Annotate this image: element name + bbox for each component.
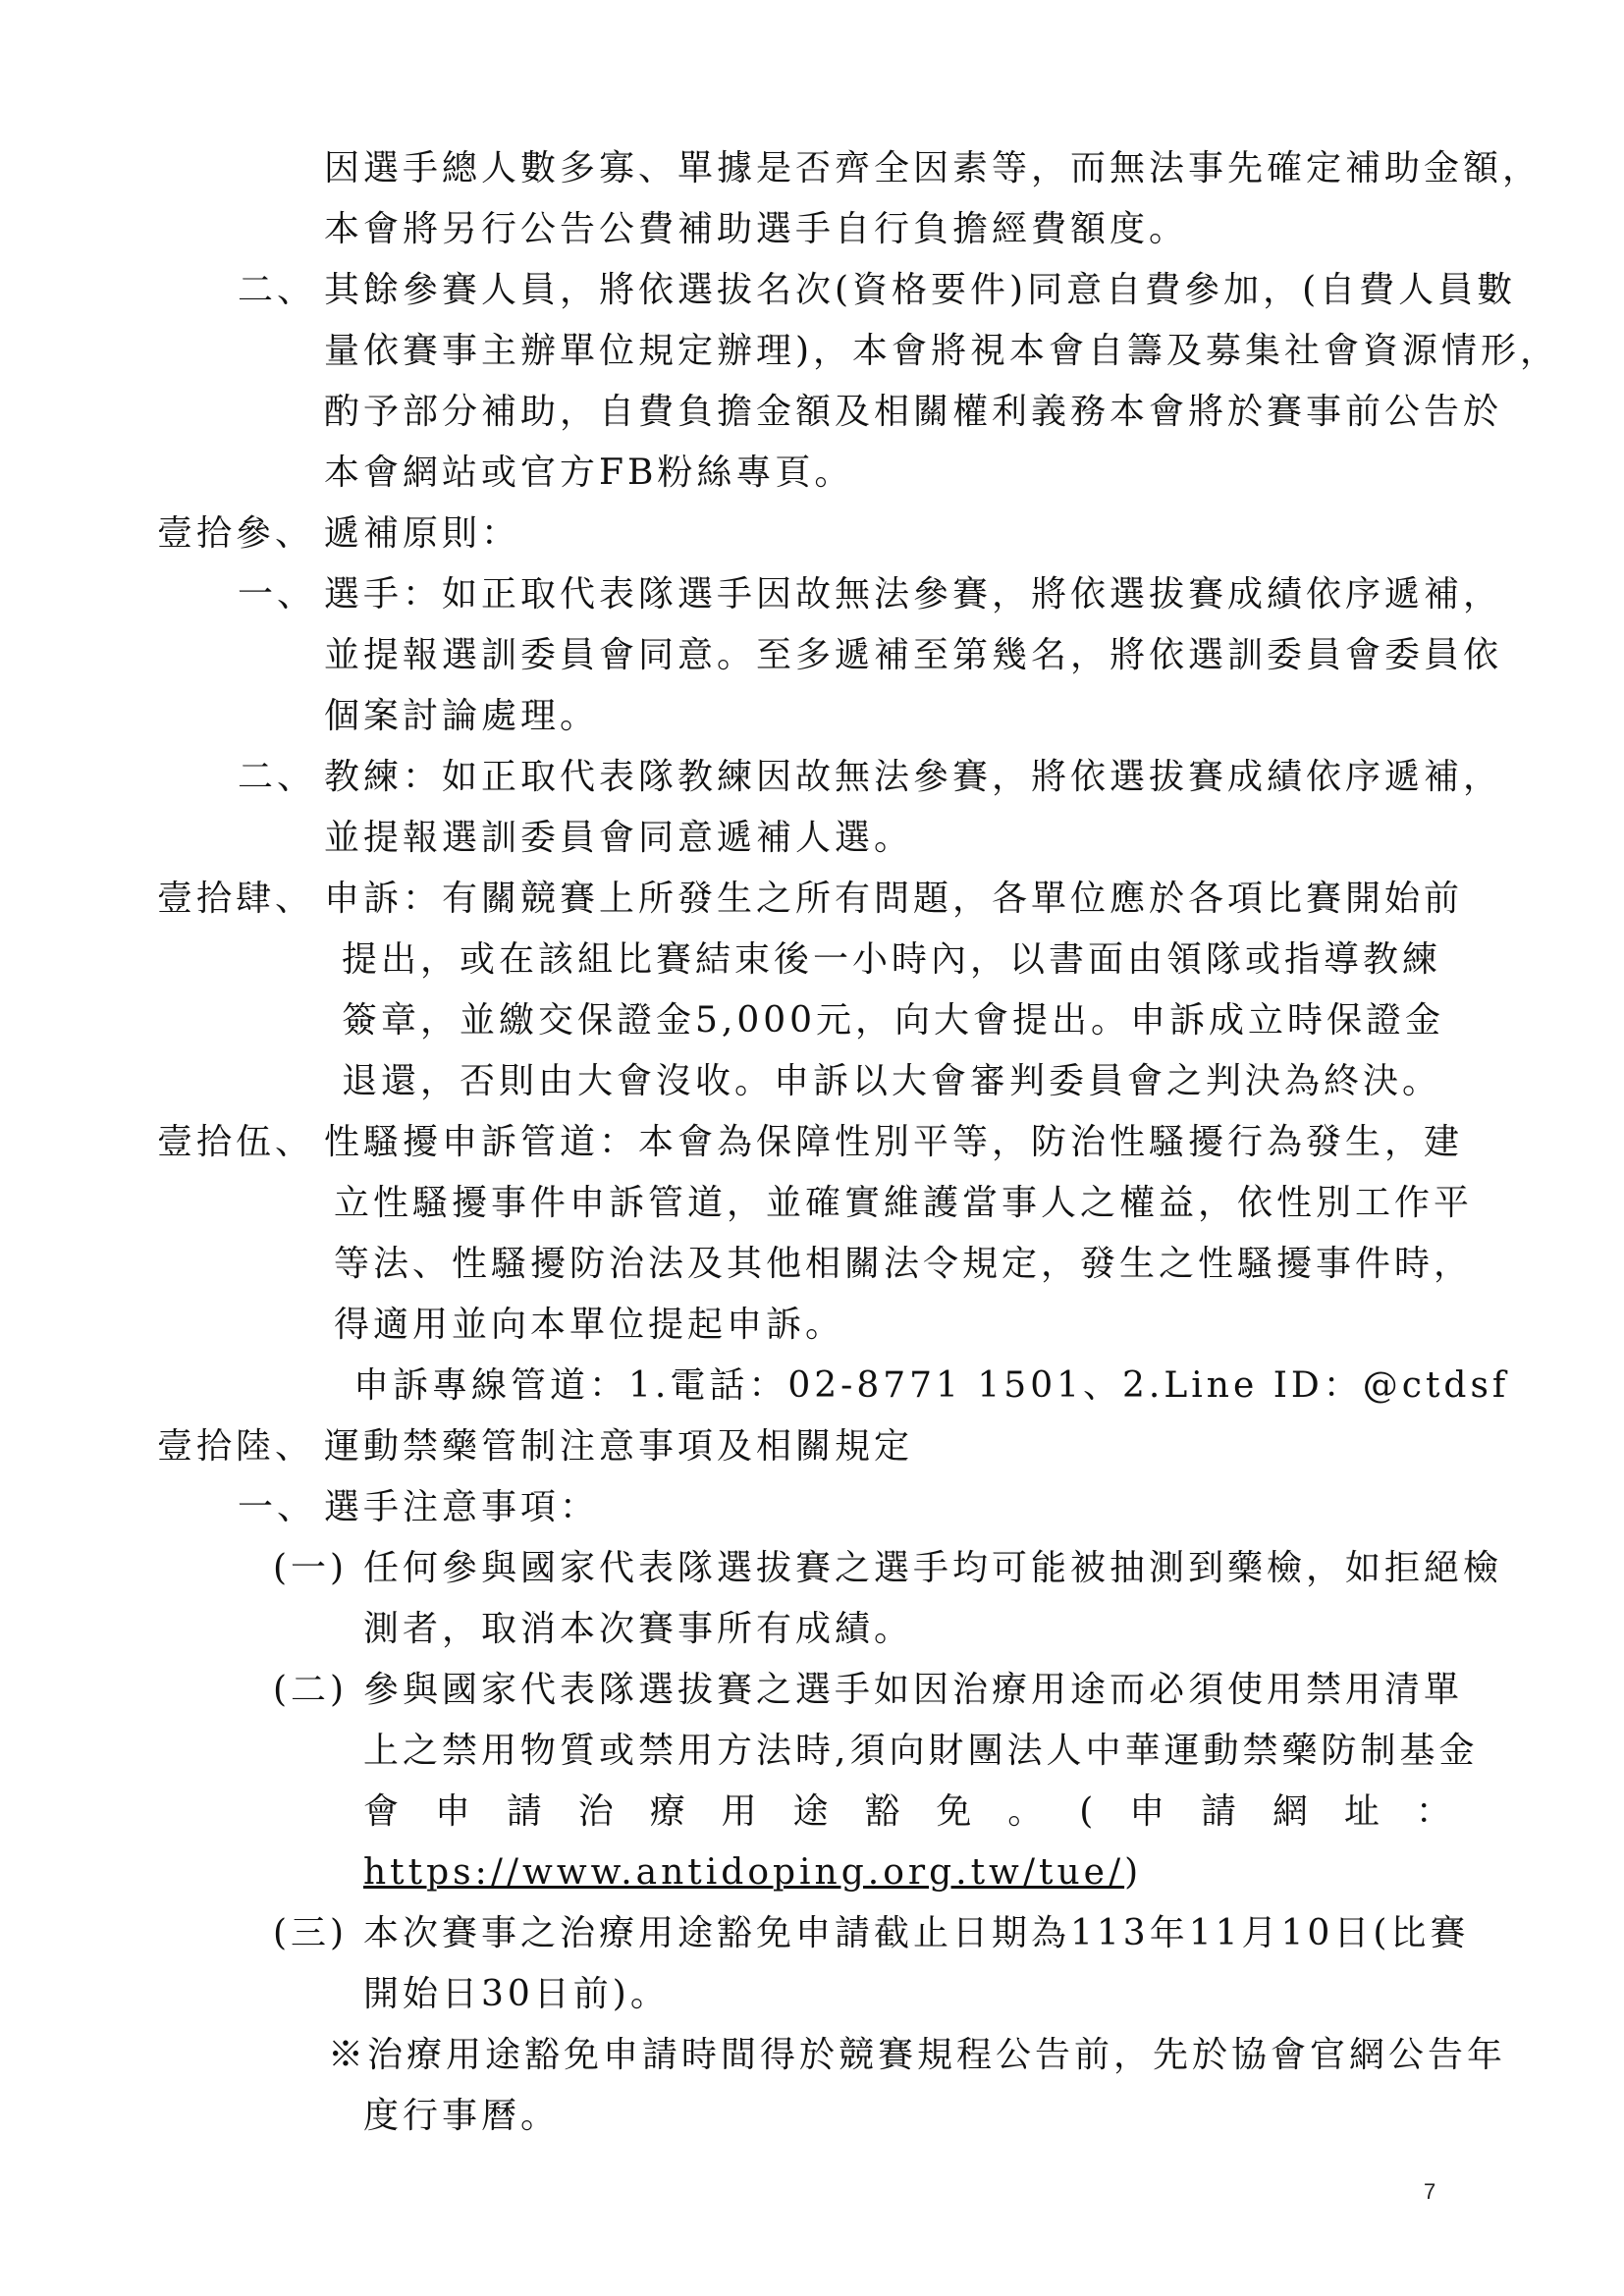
article-number: 壹拾肆、 [157, 879, 315, 919]
justified-char: 途 [792, 1791, 829, 1832]
body-line: 等法、性騷擾防治法及其他相關法令規定，發生之性騷擾事件時， [334, 1244, 1474, 1284]
body-line: 測者，取消本次賽事所有成績。 [363, 1609, 914, 1649]
body-line-justified [363, 1790, 1451, 1834]
sub-item-number: (一) [273, 1548, 349, 1588]
body-line: 立性騷擾事件申訴管道，並確實維護當事人之權益，依性別工作平 [334, 1183, 1474, 1223]
body-line: 申訴：有關競賽上所發生之所有問題，各單位應於各項比賽開始前 [324, 879, 1464, 919]
item-title: 選手注意事項： [324, 1487, 600, 1527]
body-line: 教練：如正取代表隊教練因故無法參賽，將依選拔賽成績依序遞補， [324, 757, 1503, 797]
justified-char: ： [1415, 1791, 1451, 1832]
item-number: 一、 [238, 1487, 317, 1527]
body-line: 退還，否則由大會沒收。申訴以大會審判委員會之判決為終決。 [342, 1061, 1442, 1101]
justified-char: ( [1079, 1791, 1094, 1832]
body-line: 本會網站或官方FB粉絲專頁。 [324, 453, 854, 493]
body-line: 得適用並向本單位提起申訴。 [334, 1305, 845, 1345]
body-line: 任何參與國家代表隊選拔賽之選手均可能被抽測到藥檢，如拒絕檢 [363, 1548, 1503, 1588]
body-line: 並提報選訓委員會同意遞補人選。 [324, 818, 914, 858]
article-number: 壹拾陸、 [157, 1426, 315, 1467]
sub-item-number: (二) [273, 1670, 349, 1710]
justified-char: 治 [577, 1791, 614, 1832]
justified-char: 申 [1129, 1791, 1165, 1832]
justified-char: 請 [506, 1791, 542, 1832]
body-line: 性騷擾申訴管道：本會為保障性別平等，防治性騷擾行為發生，建 [324, 1122, 1464, 1162]
justified-char: 療 [649, 1791, 685, 1832]
body-line: 酌予部分補助，自費負擔金額及相關權利義務本會將於賽事前公告於 [324, 392, 1503, 432]
article-title: 遞補原則： [324, 513, 521, 554]
item-number: 二、 [238, 270, 317, 310]
item-number: 二、 [238, 757, 317, 797]
body-line: 上之禁用物質或禁用方法時,須向財團法人中華運動禁藥防制基金 [363, 1731, 1479, 1771]
article-title: 運動禁藥管制注意事項及相關規定 [324, 1426, 914, 1467]
note-line: 度行事曆。 [363, 2096, 561, 2136]
body-line: 開始日30日前)。 [363, 1974, 670, 2014]
justified-char: 請 [1201, 1791, 1237, 1832]
justified-char: 會 [363, 1791, 400, 1832]
body-line: 量依賽事主辦單位規定辦理)，本會將視本會自籌及募集社會資源情形， [324, 331, 1560, 371]
justified-char: 用 [721, 1791, 757, 1832]
justified-char: 網 [1272, 1791, 1309, 1832]
body-line [363, 1851, 1142, 1895]
article-number: 壹拾參、 [157, 513, 315, 554]
item-number: 一、 [238, 574, 317, 614]
hotline-line: 申訴專線管道：1.電話：02-8771 1501、2.Line ID：@ctdsf [353, 1365, 1510, 1406]
body-line: 簽章，並繳交保證金5,000元，向大會提出。申訴成立時保證金 [342, 1000, 1445, 1041]
body-line: 本次賽事之治療用途豁免申請截止日期為113年11月10日(比賽 [363, 1913, 1470, 1953]
sub-item-number: (三) [273, 1913, 349, 1953]
body-line: 因選手總人數多寡、單據是否齊全因素等，而無法事先確定補助金額， [324, 148, 1543, 188]
body-line: 參與國家代表隊選拔賽之選手如因治療用途而必須使用禁用清單 [363, 1670, 1464, 1710]
body-line: 本會將另行公告公費補助選手自行負擔經費額度。 [324, 209, 1189, 249]
justified-char: 址 [1343, 1791, 1380, 1832]
body-line: 個案討論處理。 [324, 696, 600, 736]
justified-char: 豁 [864, 1791, 900, 1832]
page-number: 7 [1424, 2179, 1436, 2204]
article-number: 壹拾伍、 [157, 1122, 315, 1162]
justified-char: 免 [936, 1791, 972, 1832]
body-line: 選手：如正取代表隊選手因故無法參賽，將依選拔賽成績依序遞補， [324, 574, 1503, 614]
justified-char: 申 [434, 1791, 470, 1832]
body-line: 其餘參賽人員，將依選拔名次(資格要件)同意自費參加，(自費人員數 [324, 270, 1517, 310]
closing-paren: ) [1124, 1852, 1143, 1893]
justified-char: 。 [1007, 1791, 1044, 1832]
body-line: 並提報選訓委員會同意。至多遞補至第幾名，將依選訓委員會委員依 [324, 635, 1503, 675]
note-line: ※治療用途豁免申請時間得於競賽規程公告前，先於協會官網公告年 [328, 2035, 1507, 2075]
tue-application-link[interactable]: https://www.antidoping.org.tw/tue/ [363, 1852, 1125, 1893]
body-line: 提出，或在該組比賽結束後一小時內，以書面由領隊或指導教練 [342, 939, 1442, 980]
